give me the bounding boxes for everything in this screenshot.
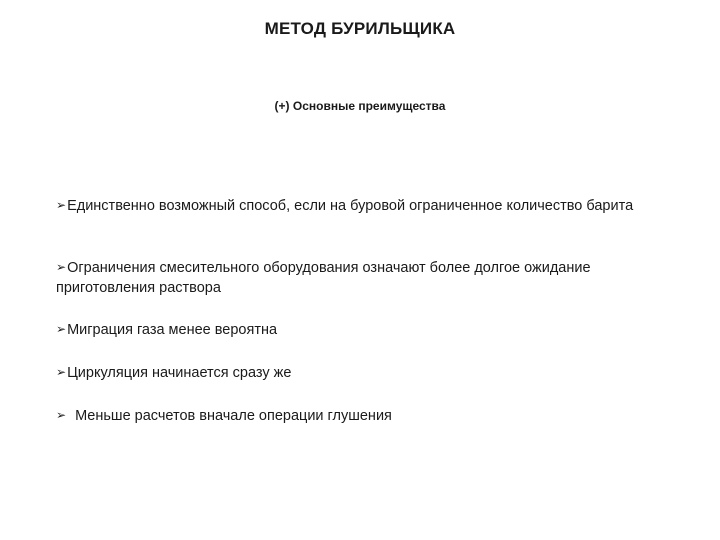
bullet-text: Миграция газа менее вероятна bbox=[67, 322, 278, 338]
arrow-right-icon: ➢ bbox=[56, 365, 67, 379]
arrow-right-icon: ➢ bbox=[56, 322, 67, 336]
slide-title: МЕТОД БУРИЛЬЩИКА bbox=[264, 19, 456, 38]
bullet-text: Ограничения смесительного оборудования означают более долгое ожидание приготовления раствора bbox=[56, 260, 591, 296]
list-item bbox=[56, 405, 676, 426]
bullet-text: Меньше расчетов вначале операции глушения bbox=[75, 408, 392, 424]
list-item bbox=[56, 319, 676, 340]
bullet-text: Единственно возможный способ, если на буровой ограниченное количество барита bbox=[67, 198, 634, 214]
arrow-right-icon: ➢ bbox=[56, 198, 67, 212]
list-item bbox=[56, 195, 676, 216]
bullet-text: Циркуляция начинается сразу же bbox=[67, 365, 292, 381]
list-item bbox=[56, 362, 676, 383]
list-item bbox=[56, 257, 676, 298]
arrow-right-icon: ➢ bbox=[56, 408, 67, 422]
arrow-right-icon: ➢ bbox=[56, 260, 67, 274]
slide-subtitle: (+) Основные преимущества bbox=[274, 99, 446, 113]
